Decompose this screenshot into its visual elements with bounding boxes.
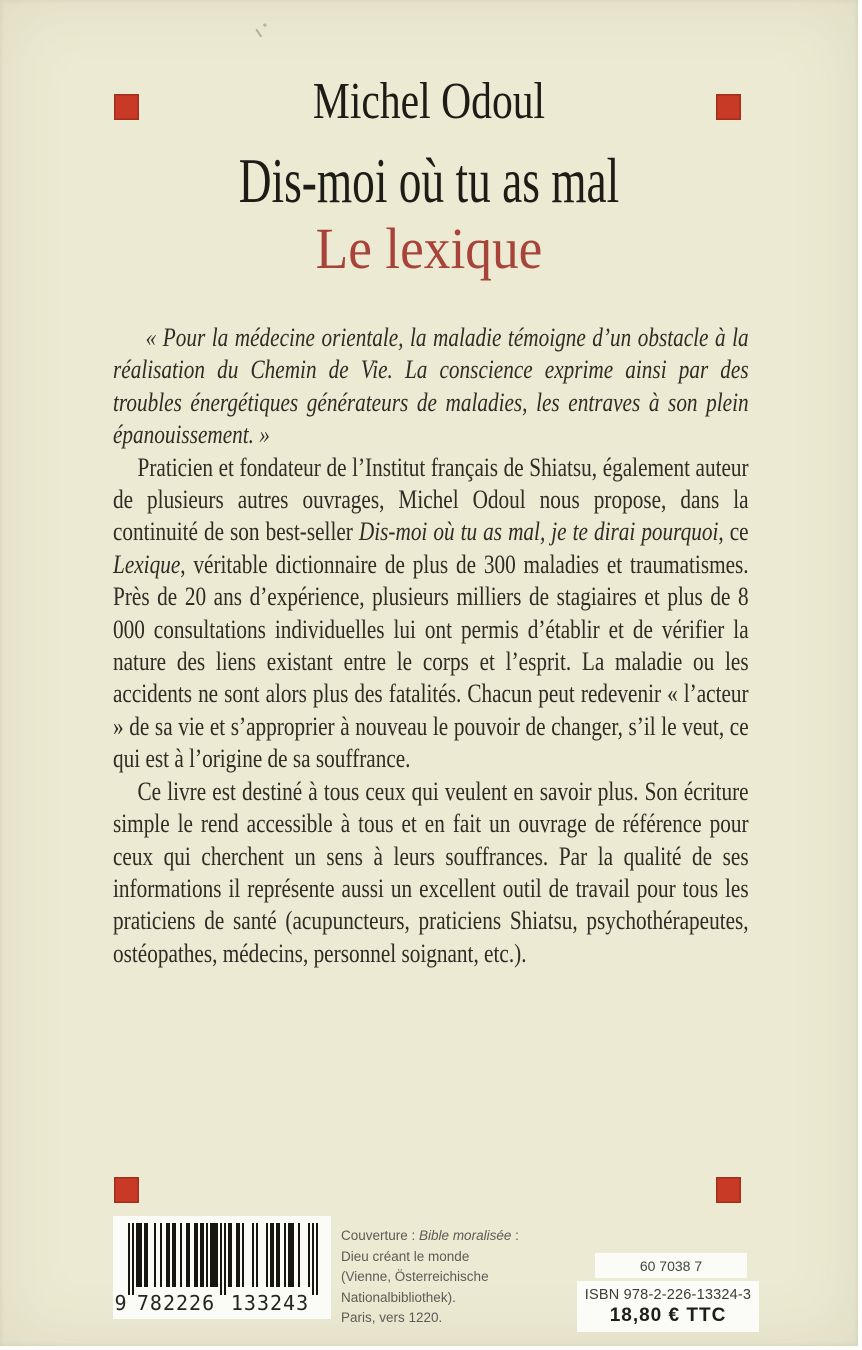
back-cover-text [113, 322, 749, 970]
price: 18,80 € TTC [609, 1304, 727, 1326]
quote-paragraph: « Pour la médecine orientale, la maladie témoigne d’un obstacle à la réalisation du Chemin de Vie. La conscience exprime ainsi par des troubles énergétiques générateurs de maladies, les entraves à son plein épanouissement. » [113, 323, 749, 450]
barcode [113, 1216, 331, 1319]
credit-line-4: Paris, vers 1220. [341, 1310, 443, 1325]
scan-speck-mark [255, 24, 269, 38]
accent-square-bottom-right [716, 1177, 741, 1203]
barcode-digits-right: 133243 [230, 1291, 310, 1315]
accent-square-bottom-left [114, 1177, 139, 1203]
book-subtitle: Le lexique [315, 216, 543, 281]
isbn: ISBN 978-2-226-13324-3 [584, 1286, 752, 1303]
credit-line-3: (Vienne, Österreichische Nationalbibliothek). [341, 1269, 489, 1305]
credit-line-1: Couverture : Bible moralisée : [341, 1228, 519, 1243]
credit-line-2: Dieu créant le monde [341, 1248, 470, 1264]
barcode-digit-prefix: 9 [114, 1291, 127, 1315]
book-title: Dis-moi où tu as mal [238, 146, 620, 216]
description-paragraph-2: Ce livre est destiné à tous ceux qui veulent en savoir plus. Son écriture simple le rend accessible à tous et en fait un ouvrage de référence pour ceux qui cherchent un sens à leurs souffrances. Par la qualité de ses informations il représente aussi un excellent outil de travail pour tous les praticiens de santé (acupuncteurs, praticiens Shiatsu, psychothérapeutes, ostéopathes, médecins, personnel soignant, etc.). [113, 776, 749, 968]
isbn-price-sticker [577, 1281, 759, 1332]
print-code: 60 7038 7 [639, 1257, 703, 1274]
barcode-number [113, 1291, 331, 1317]
barcode-bars-icon [128, 1223, 318, 1295]
barcode-digits-left: 782226 [136, 1291, 216, 1315]
description-paragraph-1: Praticien et fondateur de l’Institut français de Shiatsu, également auteur de plusieurs autres ouvrages, Michel Odoul nous propose, dans la continuité de son best-seller Dis-moi où tu as mal, je te dirai pourquoi, ce Lexique, véritable dictionnaire de plus de 300 maladies et traumatismes. Près de 20 ans d’expérience, plusieurs milliers de stagiaires et plus de 8 000 consultations individuelles lui ont permis d’établir et de vérifier la nature des liens existant entre le corps et l’esprit. La maladie ou les accidents ne sont alors plus des fatalités. Chacun peut redevenir « l’acteur » de sa vie et s’approprier à nouveau le pouvoir de changer, s’il le veut, ce qui est à l’origine de sa souffrance. [113, 452, 749, 774]
print-code-sticker [595, 1253, 747, 1278]
author-name: Michel Odoul [312, 73, 546, 130]
cover-credit [341, 1226, 593, 1329]
